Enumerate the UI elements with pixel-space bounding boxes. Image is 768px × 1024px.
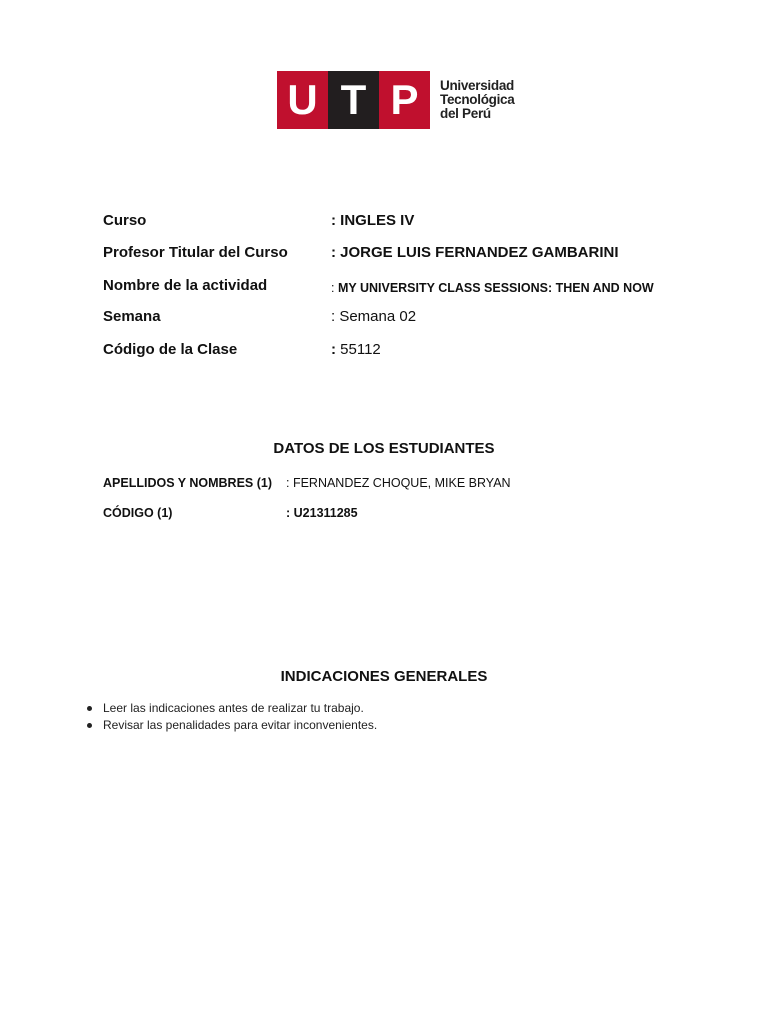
general-bullet-list [85,700,377,734]
student-value-codigo: : U21311285 [286,506,358,520]
info-label-codigo-clase: Código de la Clase [103,341,238,358]
bullet-text: Revisar las penalidades para evitar inconvenientes. [103,718,378,732]
utp-logo [277,71,522,129]
info-prefix-codigo-clase: : [331,341,341,358]
students-heading: DATOS DE LOS ESTUDIANTES [273,440,495,457]
logo-wordmark-line-3: del Perú [440,106,491,121]
bullet-icon [87,706,92,711]
info-value-codigo-clase: 55112 [340,341,381,358]
info-prefix-actividad: : [331,281,338,295]
bullet-text: Leer las indicaciones antes de realizar tu trabajo. [103,701,364,715]
logo-wordmark-line-2: Tecnológica [440,92,515,107]
info-label-curso: Curso [103,212,147,229]
logo-wordmark [440,71,514,129]
info-row-actividad [103,277,703,299]
info-row-profesor [103,244,703,266]
info-value-semana: : Semana 02 [331,308,417,325]
info-label-actividad: Nombre de la actividad [103,277,268,294]
info-row-curso [103,212,703,234]
logo-letter-p: P [379,71,430,129]
info-row-codigo-clase [103,341,703,363]
list-item [85,717,377,734]
logo-letter-u: U [277,71,328,129]
bullet-icon [87,723,92,728]
student-label-nombres: APELLIDOS Y NOMBRES (1) [103,476,273,490]
info-row-semana [103,308,703,330]
general-heading: INDICACIONES GENERALES [280,668,488,685]
student-row-nombres [103,476,703,494]
info-value-actividad: MY UNIVERSITY CLASS SESSIONS: THEN AND NOW [337,281,654,295]
info-value-profesor: : JORGE LUIS FERNANDEZ GAMBARINI [331,244,619,261]
logo-letter-t: T [328,71,379,129]
student-row-codigo [103,506,703,524]
logo-wordmark-line-1: Universidad [440,78,514,93]
student-value-nombres: : FERNANDEZ CHOQUE, MIKE BRYAN [286,476,511,490]
list-item [85,700,377,717]
info-label-profesor: Profesor Titular del Curso [103,244,288,261]
info-value-curso: : INGLES IV [331,212,415,229]
info-label-semana: Semana [103,308,161,325]
student-label-codigo: CÓDIGO (1) [103,506,173,520]
